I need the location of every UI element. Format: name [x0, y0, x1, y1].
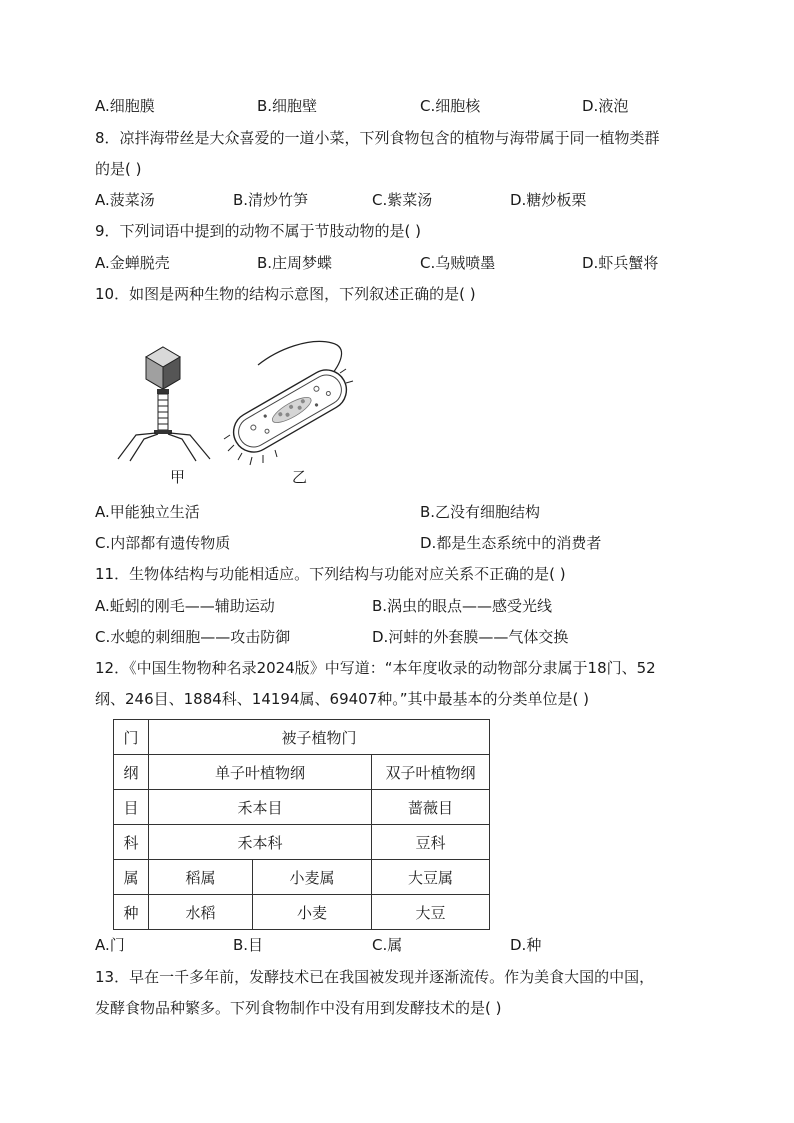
q10-option-c: C.内部都有遗传物质	[95, 534, 231, 552]
q11-option-b: B.涡虫的眼点——感受光线	[372, 597, 553, 615]
q11-option-a: A.蚯蚓的刚毛——辅助运动	[95, 597, 275, 615]
table-cell: 蔷薇目	[372, 790, 490, 825]
table-cell: 水稻	[149, 895, 253, 930]
table-cell: 禾本目	[149, 790, 372, 825]
q8-stem-line1: 8．凉拌海带丝是大众喜爱的一道小菜，下列食物包含的植物与海带属于同一植物类群	[95, 129, 660, 147]
table-row	[114, 860, 490, 895]
q8-option-c: C.紫菜汤	[372, 191, 433, 209]
q10-option-b: B.乙没有细胞结构	[420, 503, 541, 521]
table-cell: 被子植物门	[149, 720, 490, 755]
rank-cell: 科	[114, 825, 149, 860]
q13-stem-line1: 13．早在一千多年前，发酵技术已在我国被发现并逐渐流传。作为美食大国的中国，	[95, 968, 655, 986]
q8-option-d: D.糖炒板栗	[510, 191, 587, 209]
q10-option-d: D.都是生态系统中的消费者	[420, 534, 602, 552]
q10-option-a: A.甲能独立生活	[95, 503, 200, 521]
q8-option-a: A.菠菜汤	[95, 191, 155, 209]
q9-option-a: A.金蝉脱壳	[95, 254, 170, 272]
figure-label-yi: 乙	[292, 468, 308, 486]
q10-figure	[110, 335, 370, 490]
q10-stem: 10．如图是两种生物的结构示意图，下列叙述正确的是( )	[95, 285, 476, 303]
q11-stem: 11．生物体结构与功能相适应。下列结构与功能对应关系不正确的是( )	[95, 565, 566, 583]
table-cell: 大豆属	[372, 860, 490, 895]
rank-cell: 目	[114, 790, 149, 825]
taxonomy-table	[113, 719, 490, 930]
q9-option-c: C.乌贼喷墨	[420, 254, 496, 272]
table-row	[114, 895, 490, 930]
figure-label-jia: 甲	[170, 468, 186, 486]
q9-option-d: D.虾兵蟹将	[582, 254, 659, 272]
q7-option-d: D.液泡	[582, 97, 629, 115]
q13-stem-line2: 发酵食物品种繁多。下列食物制作中没有用到发酵技术的是( )	[95, 999, 502, 1017]
table-cell: 大豆	[372, 895, 490, 930]
rank-cell: 种	[114, 895, 149, 930]
phage-icon	[118, 347, 210, 461]
table-cell: 双子叶植物纲	[372, 755, 490, 790]
rank-cell: 门	[114, 720, 149, 755]
q9-option-b: B.庄周梦蝶	[257, 254, 333, 272]
q12-stem-line2: 纲、246目、1884科、14194属、69407种。”其中最基本的分类单位是( )	[95, 690, 589, 708]
q12-option-c: C.属	[372, 936, 403, 954]
bacterium-icon	[224, 341, 354, 465]
q7-option-a: A.细胞膜	[95, 97, 155, 115]
q11-option-d: D.河蚌的外套膜——气体交换	[372, 628, 569, 646]
table-cell: 小麦属	[253, 860, 372, 895]
q7-option-c: C.细胞核	[420, 97, 481, 115]
rank-cell: 属	[114, 860, 149, 895]
table-cell: 单子叶植物纲	[149, 755, 372, 790]
table-row	[114, 790, 490, 825]
q12-option-d: D.种	[510, 936, 542, 954]
table-cell: 小麦	[253, 895, 372, 930]
q8-stem-line2: 的是( )	[95, 160, 142, 178]
table-cell: 豆科	[372, 825, 490, 860]
table-row	[114, 720, 490, 755]
table-cell: 禾本科	[149, 825, 372, 860]
table-row	[114, 825, 490, 860]
organism-diagram	[110, 335, 370, 490]
q7-option-b: B.细胞壁	[257, 97, 318, 115]
rank-cell: 纲	[114, 755, 149, 790]
q9-stem: 9．下列词语中提到的动物不属于节肢动物的是( )	[95, 222, 422, 240]
table-row	[114, 755, 490, 790]
q12-option-b: B.目	[233, 936, 264, 954]
table-cell: 稻属	[149, 860, 253, 895]
q12-option-a: A.门	[95, 936, 125, 954]
q11-option-c: C.水螅的刺细胞——攻击防御	[95, 628, 291, 646]
q12-stem-line1: 12．《中国生物物种名录2024版》中写道：“本年度收录的动物部分隶属于18门、52	[95, 659, 656, 677]
q8-option-b: B.清炒竹笋	[233, 191, 309, 209]
